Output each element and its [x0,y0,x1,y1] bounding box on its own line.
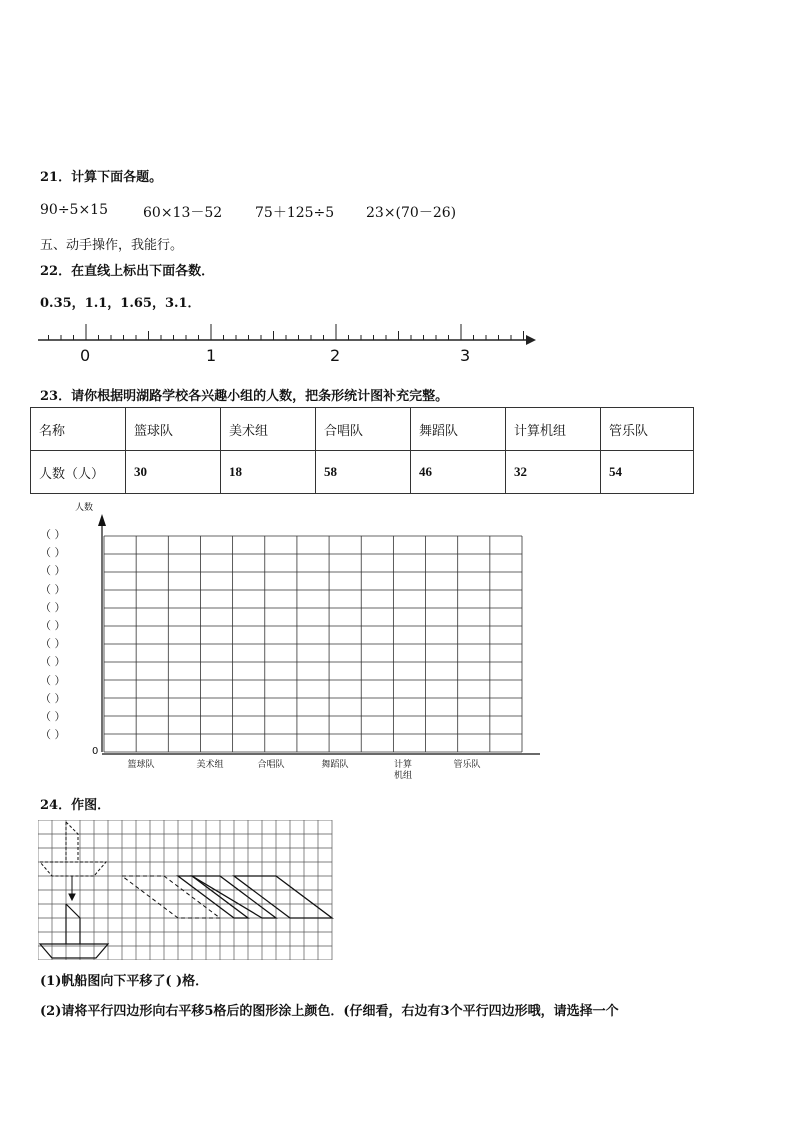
axis-label-2: 2 [330,346,341,365]
q24-sub-question-2: (2)请将平行四边形向右平移5格后的图形涂上颜色．(仔细看，右边有3个平行四边形哦，请选择一个 [40,1004,619,1019]
table-row [31,408,694,451]
chart-origin-label: 0 [92,746,99,757]
table-cell: 18 [221,451,316,494]
number-line-arrow-icon [526,335,536,345]
y-axis-blank-label: （ ） [40,637,66,651]
table-row [31,451,694,494]
sailboat-original-icon [40,822,106,876]
category-label: 舞蹈队 [321,760,349,770]
table-header-cell: 美术组 [221,408,316,451]
y-axis-blank-label: （ ） [40,728,66,742]
category-label: 管乐队 [453,760,481,770]
category-label: 篮球队 [127,760,155,770]
y-axis-blank-label: （ ） [40,600,66,614]
table-header-cell: 名称 [31,408,126,451]
q24-sub-question-1: (1)帆船图向下平移了( )格． [40,974,209,989]
table-cell: 30 [126,451,221,494]
q21-expression: 60×13－52 [143,205,223,221]
axis-label-0: 0 [80,346,91,365]
table-header-cell: 篮球队 [126,408,221,451]
table-cell: 54 [601,451,694,494]
drawing-grid [38,820,340,960]
table-row-label: 人数（人） [31,451,126,494]
table-cell: 58 [316,451,411,494]
category-label: 计算 机组 [393,760,412,781]
q23-title: 23．请你根据明湖路学校各兴趣小组的人数，把条形统计图补充完整。 [40,389,449,404]
interest-group-table [30,407,694,494]
y-axis-blank-label: （ ） [40,691,66,705]
q21-expression: 75＋125÷5 [255,205,335,221]
table-cell: 46 [411,451,506,494]
table-header-cell: 管乐队 [601,408,694,451]
q22-title: 22．在直线上标出下面各数． [40,264,215,279]
table-cell: 32 [506,451,601,494]
bar-chart-grid [90,512,550,762]
q21-expression: 90÷5×15 [40,202,108,218]
y-axis-blank-label: （ ） [40,710,66,723]
parallelogram-option-a [178,876,248,918]
q21-expression: 23×(70－26) [366,205,457,221]
sailboat-moved-icon [40,904,108,958]
y-axis-arrow-icon [98,514,106,526]
down-arrow-icon [69,876,75,900]
q22-numbers: 0.35，1.1，1.65，3.1． [40,296,201,311]
table-header-cell: 舞蹈队 [411,408,506,451]
y-axis-blank-label: （ ） [40,546,66,560]
y-axis-blank-label: （ ） [40,655,66,669]
category-label: 合唱队 [257,760,285,770]
section-five-title: 五、动手操作，我能行。 [40,238,184,253]
y-axis-blank-label: （ ） [40,582,66,596]
axis-label-1: 1 [206,346,217,365]
category-label: 美术组 [196,760,224,770]
q24-title: 24．作图． [40,798,111,813]
table-header-cell: 计算机组 [506,408,601,451]
y-axis-blank-label: （ ） [40,564,66,578]
q21-title: 21．计算下面各题。 [40,170,163,185]
y-axis-blank-label: （ ） [40,619,66,632]
y-axis-blank-label: （ ） [40,528,66,541]
table-header-cell: 合唱队 [316,408,411,451]
y-axis-title: 人数 [75,503,94,513]
y-axis-blank-label: （ ） [40,673,66,687]
axis-label-3: 3 [460,346,471,365]
